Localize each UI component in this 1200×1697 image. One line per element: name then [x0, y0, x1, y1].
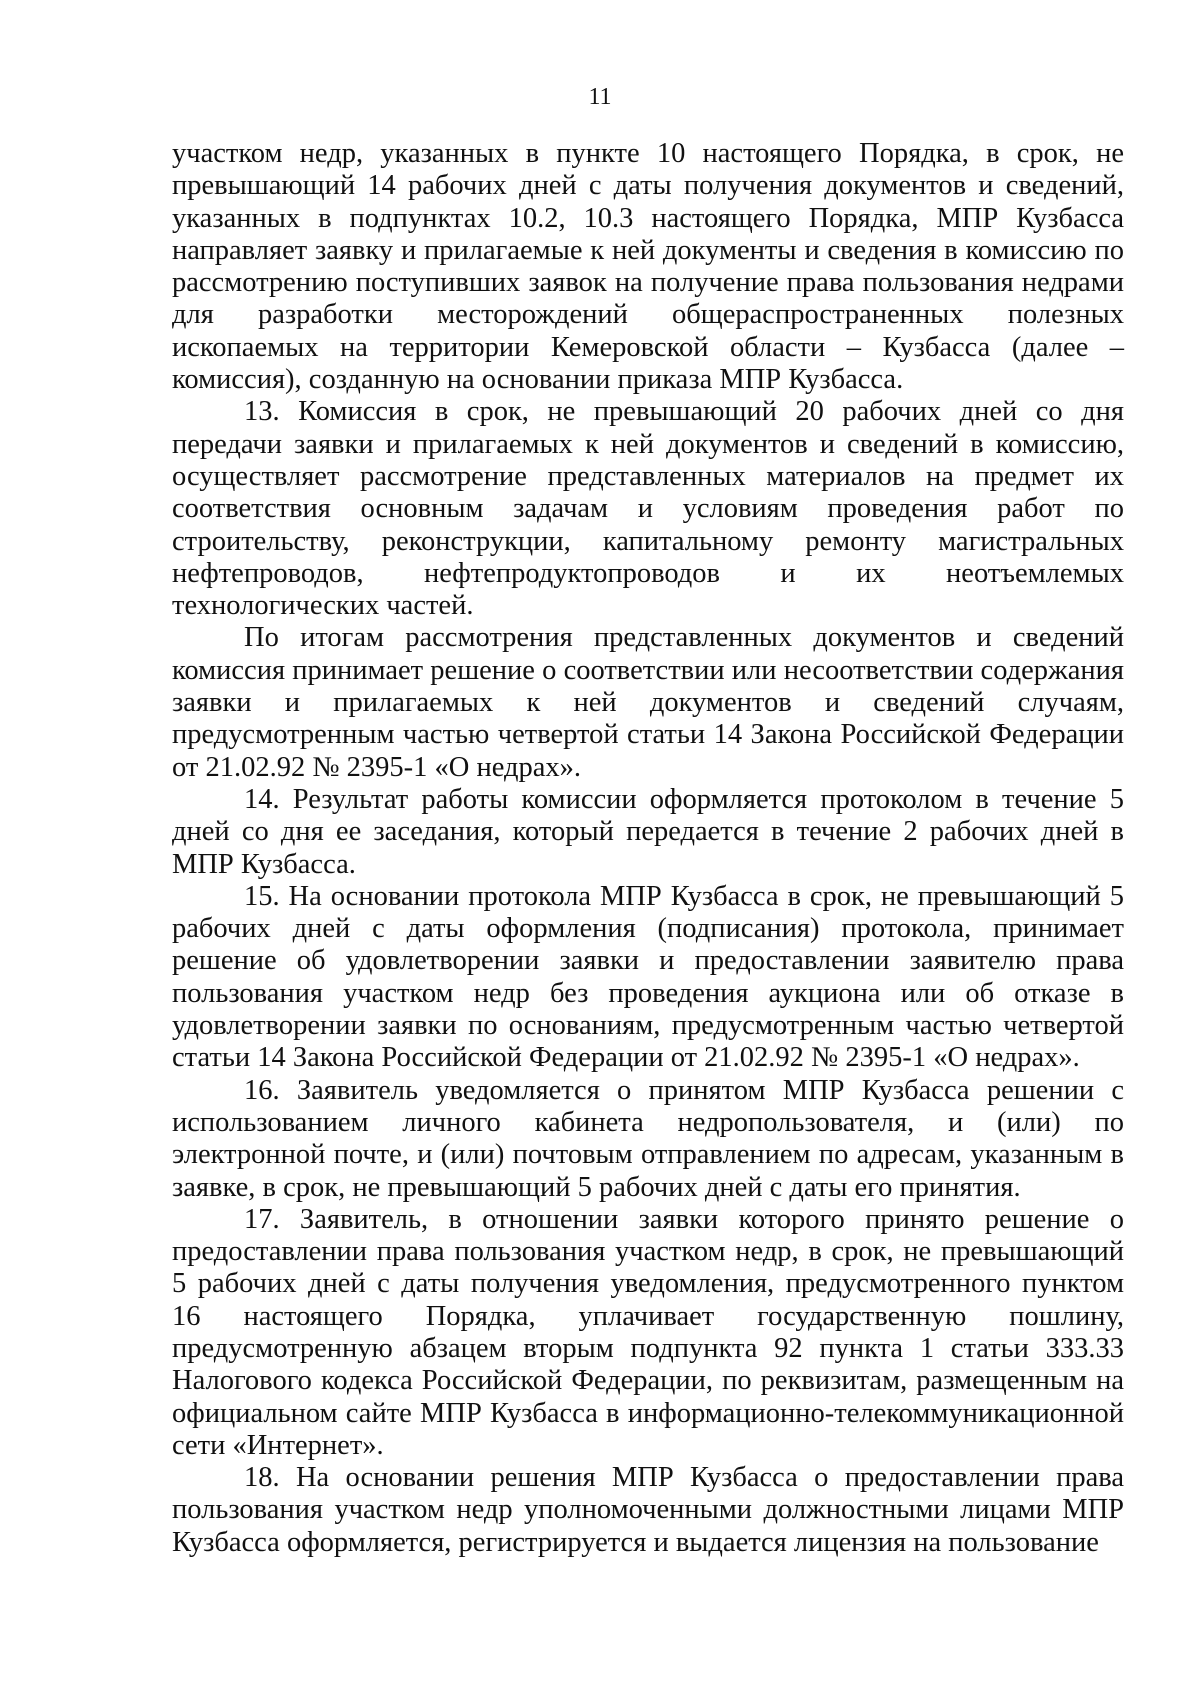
page-number: 11 [588, 84, 612, 110]
document-body [172, 138, 1124, 1559]
paragraph-item-13: 13. Комиссия в срок, не превышающий 20 рабочих дней со дня передачи заявки и прилагаемых к ней документов и сведений в комиссию, осуществляет рассмотрение представленных материалов на предмет их соответствия основным задачам и условиям проведения работ по строительству, реконструкции, капитальному ремонту магистральных нефтепроводов, нефтепродуктопроводов и их неотъемлемых технологических частей. [172, 396, 1124, 622]
paragraph-item-14: 14. Результат работы комиссии оформляется протоколом в течение 5 дней со дня ее заседания, который передается в течение 2 рабочих дней в МПР Кузбасса. [172, 783, 1124, 880]
paragraph-item-17: 17. Заявитель, в отношении заявки которого принято решение о предоставлении права пользования участком недр, в срок, не превышающий 5 рабочих дней с даты получения уведомления, предусмотренного пунктом 16 настоящего Порядка, уплачивает государственную пошлину, предусмотренную абзацем вторым подпункта 92 пункта 1 статьи 333.33 Налогового кодекса Российской Федерации, по реквизитам, размещенным на официальном сайте МПР Кузбасса в информационно-телекоммуникационной сети «Интернет». [172, 1203, 1124, 1461]
paragraph-commission-decision: По итогам рассмотрения представленных документов и сведений комиссия принимает решение о соответствии или несоответствии содержания заявки и прилагаемых к ней документов и сведений случаям, предусмотренным частью четвертой статьи 14 Закона Российской Федерации от 21.02.92 № 2395-1 «О недрах». [172, 622, 1124, 783]
paragraph-continuation: участком недр, указанных в пункте 10 настоящего Порядка, в срок, не превышающий 14 рабочих дней с даты получения документов и сведений, указанных в подпунктах 10.2, 10.3 настоящего Порядка, МПР Кузбасса направляет заявку и прилагаемые к ней документы и сведения в комиссию по рассмотрению поступивших заявок на получение права пользования недрами для разработки месторождений общераспространенных полезных ископаемых на территории Кемеровской области – Кузбасса (далее – комиссия), созданную на основании приказа МПР Кузбасса. [172, 138, 1124, 396]
paragraph-item-18: 18. На основании решения МПР Кузбасса о предоставлении права пользования участком недр уполномоченными должностными лицами МПР Кузбасса оформляется, регистрируется и выдается лицензия на пользование [172, 1462, 1124, 1558]
paragraph-item-15: 15. На основании протокола МПР Кузбасса в срок, не превышающий 5 рабочих дней с даты оформления (подписания) протокола, принимает решение об удовлетворении заявки и предоставлении заявителю права пользования участком недр без проведения аукциона или об отказе в удовлетворении заявки по основаниям, предусмотренным частью четвертой статьи 14 Закона Российской Федерации от 21.02.92 № 2395-1 «О недрах». [172, 880, 1124, 1074]
paragraph-item-16: 16. Заявитель уведомляется о принятом МПР Кузбасса решении с использованием личного кабинета недропользователя, и (или) по электронной почте, и (или) почтовым отправлением по адресам, указанным в заявке, в срок, не превышающий 5 рабочих дней с даты его принятия. [172, 1074, 1124, 1203]
